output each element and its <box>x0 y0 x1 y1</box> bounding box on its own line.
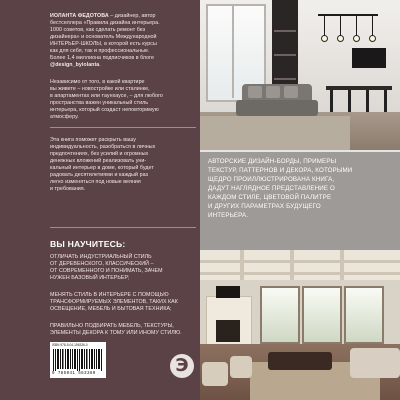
interior-photo-classic-living-room <box>200 250 400 400</box>
barcode <box>50 342 106 378</box>
intro-line-6: атмосферу. <box>50 114 79 120</box>
author-line-2: бестселлера «Правила дизайна интерьера. <box>50 20 160 26</box>
interior-photo-living-room <box>200 0 400 150</box>
author-line-7: Более 1,4 миллиона подписчиков в блоге <box>50 55 154 61</box>
learn-item-1-line-2: ОТ ДЕРЕВЕНСКОГО, КЛАССИЧЕСКИЙ – <box>50 261 154 267</box>
feature-line-7: ИНТЕРЬЕРА. <box>208 212 249 219</box>
dining-table-shape <box>326 86 392 90</box>
guide-line-2: индивидуальность, разобраться в личных <box>50 144 156 150</box>
author-line-4: дизайнера» и основатель Международной <box>50 34 157 40</box>
blog-handle: @design_byiolanta <box>50 62 100 68</box>
learn-item-3-line-2: ЭЛЕМЕНТЫ ДЕКОРА К ТОМУ ИЛИ ИНОМУ СТИЛЮ. <box>50 330 182 336</box>
publisher-logo-letter: Э <box>175 355 189 376</box>
armchair-shape <box>202 362 228 386</box>
author-name: ИОЛАНТА ФЕДОТОВА <box>50 13 109 19</box>
feature-line-5: КАЖДОМ СТИЛЕ, ЦВЕТОВОЙ ПАЛИТРЕ <box>208 194 332 201</box>
feature-line-3: ЩЕДРО ПРОИЛЛЮСТРИРОВАНА КНИГА, <box>208 176 335 183</box>
barcode-bars-icon <box>53 349 103 371</box>
author-handle: @design_byiolanta. <box>50 62 101 68</box>
feature-line-2: ТЕКСТУР, ПАТТЕРНОВ И ДЕКОРА, КОТОРЫМИ <box>208 167 353 174</box>
intro-line-2: вы живете – новостройке или сталинке, <box>50 86 150 92</box>
feature-text-box <box>200 152 400 250</box>
intro-line-1: Независимо от того, в какой квартире <box>50 79 145 85</box>
intro-line-4: пространства важен уникальный стиль <box>50 100 149 106</box>
guide-line-7: легко изменяться под новые веяния <box>50 179 141 185</box>
intro-line-5: интерьера, который создаст неповторимую <box>50 107 159 113</box>
guide-line-3: предпочтениях, без усилий и огромных <box>50 151 149 157</box>
learn-item-2-line-3: ОСВЕЩЕНИЕ, МЕБЕЛЬ И БЫТОВАЯ ТЕХНИКА; <box>50 306 172 312</box>
barcode-number: 9 785041 563360 <box>52 372 96 376</box>
guide-line-1: Эта книга поможет раскрыть вашу <box>50 137 136 143</box>
feature-line-6: И ДРУГИХ ПАРАМЕТРАХ БУДУЩЕГО <box>208 203 321 210</box>
divider-1 <box>50 127 196 128</box>
learn-item-1-line-1: ОТЛИЧАТЬ ИНДУСТРИАЛЬНЫЙ СТИЛЬ <box>50 254 152 260</box>
ottoman-shape <box>268 352 332 370</box>
guide-line-8: и требования. <box>50 186 86 192</box>
learn-item-2-line-1: МЕНЯТЬ СТИЛЬ В ИНТЕРЬЕРЕ С ПОМОЩЬЮ <box>50 292 169 298</box>
author-line-6: как для себя, так и профессиональные. <box>50 48 150 54</box>
guide-line-5: кальный интерьер в доме, который будет <box>50 165 154 171</box>
intro-line-3: в апартаментах или таунхаусе, – для любого <box>50 93 163 99</box>
learn-item-3-line-1: ПРАВИЛЬНО ПОДБИРАТЬ МЕБЕЛЬ, ТЕКСТУРЫ, <box>50 323 174 329</box>
divider-2 <box>50 227 196 228</box>
learn-heading: ВЫ НАУЧИТЕСЬ: <box>50 239 126 249</box>
window-shape <box>260 286 300 344</box>
author-line-3: 1000 советов, как сделать ремонт без <box>50 27 146 33</box>
author-line-1: ИОЛАНТА ФЕДОТОВА – дизайнер, автор <box>50 13 156 19</box>
chandelier-shape <box>318 14 378 16</box>
learn-item-1-line-3: ОТ СОВРЕМЕННОГО И ПОНИМАТЬ, ЗАЧЕМ <box>50 268 163 274</box>
feature-line-1: АВТОРСКИЕ ДИЗАЙН-БОРДЫ, ПРИМЕРЫ <box>208 158 337 165</box>
sofa-shape <box>350 348 400 378</box>
guide-line-6: радовать десятилетиями и каждый раз <box>50 172 148 178</box>
tv-shape <box>216 286 240 298</box>
coffered-ceiling-shape <box>200 250 400 280</box>
learn-item-2-line-2: ТРАНСФОРМИРУЕМЫХ ЭЛЕМЕНТОВ, ТАКИХ КАК <box>50 299 178 305</box>
learn-item-1-line-4: НУЖЕН БАЗОВЫЙ ИНТЕРЬЕР; <box>50 275 130 281</box>
feature-line-4: ДАДУТ НАГЛЯДНОЕ ПРЕДСТАВЛЕНИЕ О <box>208 185 335 192</box>
publisher-logo <box>170 354 194 378</box>
author-line-5: ИНТЕРЬЕР-ШКОЛЫ, в которой есть курсы <box>50 41 157 47</box>
tv-shape <box>352 48 386 68</box>
guide-line-4: денежных вложений реализовать уни- <box>50 158 147 164</box>
isbn-text: ISBN 978-5-04-156336-0 <box>52 343 88 347</box>
